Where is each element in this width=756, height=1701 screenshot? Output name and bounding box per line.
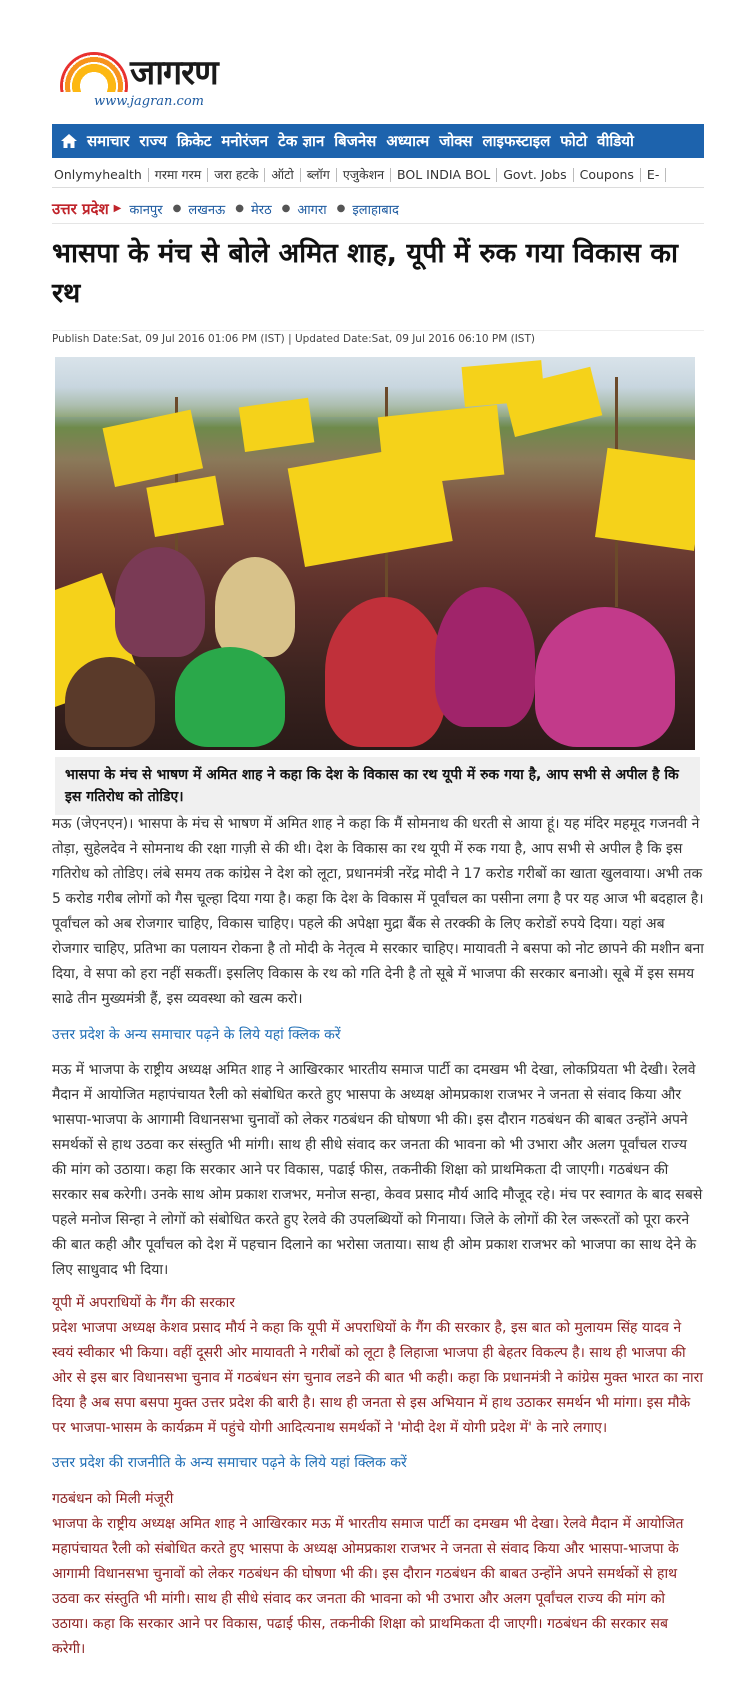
bullet-icon: ●	[235, 203, 244, 214]
nav-item[interactable]: वीडियो	[597, 132, 634, 150]
subnav-item[interactable]: E-	[641, 168, 666, 182]
subnav-item[interactable]: गरमा गरम	[149, 168, 208, 182]
nav-item[interactable]: राज्य	[139, 132, 167, 150]
subnav-item[interactable]: BOL INDIA BOL	[391, 168, 497, 182]
nav-item[interactable]: मनोरंजन	[221, 132, 269, 150]
nav-item[interactable]: लाइफस्टाइल	[482, 132, 551, 150]
logo-url[interactable]: www.jagran.com	[94, 94, 204, 109]
nav-item[interactable]: फोटो	[560, 132, 588, 150]
breadcrumb	[52, 194, 704, 224]
bullet-icon: ●	[281, 203, 291, 214]
subnav-item[interactable]: Govt. Jobs	[497, 168, 573, 182]
bullet-icon: ●	[172, 203, 182, 214]
article-photo	[55, 357, 695, 750]
breadcrumb-state[interactable]: उत्तर प्रदेश	[52, 199, 109, 218]
breadcrumb-city[interactable]: लखनऊ	[188, 202, 226, 218]
subnav-item[interactable]: ब्लॉग	[301, 168, 337, 182]
politics-news-link[interactable]: उत्तर प्रदेश की राजनीति के अन्य समाचार पढ़ने के लिये यहां क्लिक करें	[52, 1455, 407, 1471]
nav-item[interactable]: समाचार	[87, 132, 130, 150]
nav-item[interactable]: जोक्स	[439, 132, 473, 150]
breadcrumb-city[interactable]: आगरा	[297, 202, 327, 218]
main-nav	[52, 124, 704, 158]
caret-right-icon: ▶	[113, 203, 122, 214]
jagran-logo[interactable]	[60, 44, 240, 114]
article-paragraph: मऊ में भाजपा के राष्ट्रीय अध्यक्ष अमित शाह ने आखिरकार भारतीय समाज पार्टी का दमखम भी देखा, लोकप्रियता भी देखी। रेलवे मैदान में आयोजित महापंचायत रैली को संबोधित करते हुए भासपा के अध्यक्ष ओमप्रकाश राजभर ने जनता से संवाद किया और भासपा-भाजपा के आगामी विधानसभा चुनावों को लेकर गठबंधन की घोषणा भी की। इस दौरान गठबंधन की बाबत उन्होंने अपने समर्थकों से हाथ उठवा कर संस्तुति भी मांगी। साथ ही सीधे संवाद कर जनता की भावना को भी उभारा और अलग पूर्वांचल राज्य की मांग को उठाया। कहा कि सरकार आने पर विकास, पढाई फीस, तकनीकी शिक्षा को प्राथमिकता दी जाएगी। गठबंधन की सरकार सब करेगी। उनके साथ ओम प्रकाश राजभर, मनोज सन्हा, केवव प्रसाद मौर्य आदि मौजूद रहे। मंच पर स्वागत के बाद सबसे पहले मनोज सिन्हा ने लोगों को संबोधित करते हुए रेलवे की उपलब्धियों को गिनाया। जिले के लोगों की रेल जरूरतों को पूरा करने की बात कही और पूर्वांचल को देश में पहचान दिलाने का भरोसा जताया। साथ ही ओम प्रकाश राजभर को भाजपा का साथ देने के लिए साधुवाद भी दिया।	[52, 1062, 703, 1278]
section-subheading: यूपी में अपराधियों के गैंग की सरकार	[52, 1295, 235, 1311]
breadcrumb-city[interactable]: मेरठ	[250, 202, 272, 218]
subnav-item[interactable]: जरा हटके	[208, 168, 265, 182]
logo-wordmark: जागरण	[130, 53, 218, 93]
subnav-item[interactable]: Onlymyhealth	[52, 168, 149, 182]
subnav-item[interactable]: ऑटो	[265, 168, 300, 182]
nav-item[interactable]: अध्यात्म	[386, 132, 430, 150]
sun-logo-icon	[60, 52, 128, 92]
breadcrumb-city[interactable]: इलाहाबाद	[352, 202, 399, 218]
article-paragraph: मऊ (जेएनएन)। भासपा के मंच से भाषण में अमित शाह ने कहा कि मैं सोमनाथ की धरती से आया हूं। यह मंदिर महमूद गजनवी ने तोड़ा, सुहेलदेव ने सोमनाथ की रक्षा गाज़ी से की थी। देश के विकास का रथ यूपी में रुक गया है, आप सभी से अपील है कि इस गतिरोध को तोडिए। लंबे समय तक कांग्रेस ने देश को लूटा, प्रधानमंत्री नरेंद्र मोदी ने 17 करोड गरीबों का खाता खुलवाया। अभी तक 5 करोड गरीब लोगों को गैस चूल्हा दिया गया है। कहा कि देश के विकास में पूर्वांचल का पसीना लगा है पर यह आज भी बदहाल है। पूर्वांचल को अब रोजगार चाहिए, विकास चाहिए। पहले की अपेक्षा मुद्रा बैंक से तरक्की के लिए करोडों रुपये दिया। यहां अब रोजगार चाहिए, प्रतिभा का पलायन रोकना है तो मोदी के नेतृत्व मे सरकार चाहिए। मायावती ने बसपा को नोट छापने की मशीन बना दिया, वे सपा को हरा नहीं सकतीं। इसलिए विकास के रथ को गति देनी है तो सूबे में भाजपा की सरकार बनाओ। सूबे में इस समय साढे तीन मुख्यमंत्री हैं, इस व्यवस्था को खत्म करो।	[52, 816, 704, 1007]
article-title: भासपा के मंच से बोले अमित शाह, यूपी में रुक गया विकास का रथ	[52, 238, 679, 309]
publish-date: Publish Date:Sat, 09 Jul 2016 01:06 PM (IST) | Updated Date:Sat, 09 Jul 2016 06:10 PM (IST)	[52, 330, 704, 345]
secondary-nav	[52, 162, 704, 188]
article-paragraph: भाजपा के राष्ट्रीय अध्यक्ष अमित शाह ने आखिरकार मऊ में भारतीय समाज पार्टी का दमखम भी देखा। रेलवे मैदान में आयोजित महापंचायत रैली को संबोधित करते हुए भासपा के अध्यक्ष ओमप्रकाश राजभर ने जनता से संवाद किया और भासपा-भाजपा के आगामी विधानसभा चुनावों को लेकर गठबंधन की घोषणा भी की। इस दौरान गठबंधन की बाबत उन्होंने अपने समर्थकों से हाथ उठवा कर संस्तुति भी मांगी। साथ ही सीधे संवाद कर जनता की भावना को भी उभारा और अलग पूर्वांचल राज्य की मांग को उठाया। कहा कि सरकार आने पर विकास, पढाई फीस, तकनीकी शिक्षा को प्राथमिकता दी जाएगी। गठबंधन की सरकार सब करेगी।	[52, 1516, 684, 1657]
nav-item[interactable]: क्रिकेट	[176, 132, 212, 150]
home-icon[interactable]	[56, 124, 82, 158]
nav-item[interactable]: बिजनेस	[334, 132, 377, 150]
subnav-item[interactable]: एजुकेशन	[337, 168, 391, 182]
article-paragraph: प्रदेश भाजपा अध्यक्ष केशव प्रसाद मौर्य ने कहा कि यूपी में अपराधियों के गैंग की सरकार है, इस बात को मुलायम सिंह यादव ने स्वयं स्वीकार भी किया। वहीं दूसरी ओर मायावती ने गरीबों को लूटा है लिहाजा भाजपा ही बेहतर विकल्प है। साथ ही भाजपा की ओर से इस बार विधानसभा चुनाव में गठबंधन संग चुनाव लडने की बात भी कही। कहा कि प्रधानमंत्री ने कांग्रेस मुक्त भारत का नारा दिया है अब सपा बसपा मुक्त उत्तर प्रदेश की बारी है। साथ ही जनता से इस अभियान में हाथ उठाकर समर्थन भी मांगा। इस मौके पर भाजपा-भासम के कार्यक्रम में पहुंचे योगी आदित्यनाथ समर्थकों ने 'मोदी देश में योगी प्रदेश में' के नारे लगाए।	[52, 1320, 704, 1436]
subnav-item[interactable]: Coupons	[574, 168, 641, 182]
more-news-link[interactable]: उत्तर प्रदेश के अन्य समाचार पढ़ने के लिये यहां क्लिक करें	[52, 1027, 341, 1043]
breadcrumb-city[interactable]: कानपुर	[129, 202, 163, 218]
nav-item[interactable]: टेक ज्ञान	[278, 132, 325, 150]
photo-caption: भासपा के मंच से भाषण में अमित शाह ने कहा कि देश के विकास का रथ यूपी में रुक गया है, आप सभी से अपील है कि इस गतिरोध को तोडिए।	[55, 757, 700, 815]
section-subheading: गठबंधन को मिली मंजूरी	[52, 1491, 174, 1507]
bullet-icon: ●	[336, 203, 346, 214]
